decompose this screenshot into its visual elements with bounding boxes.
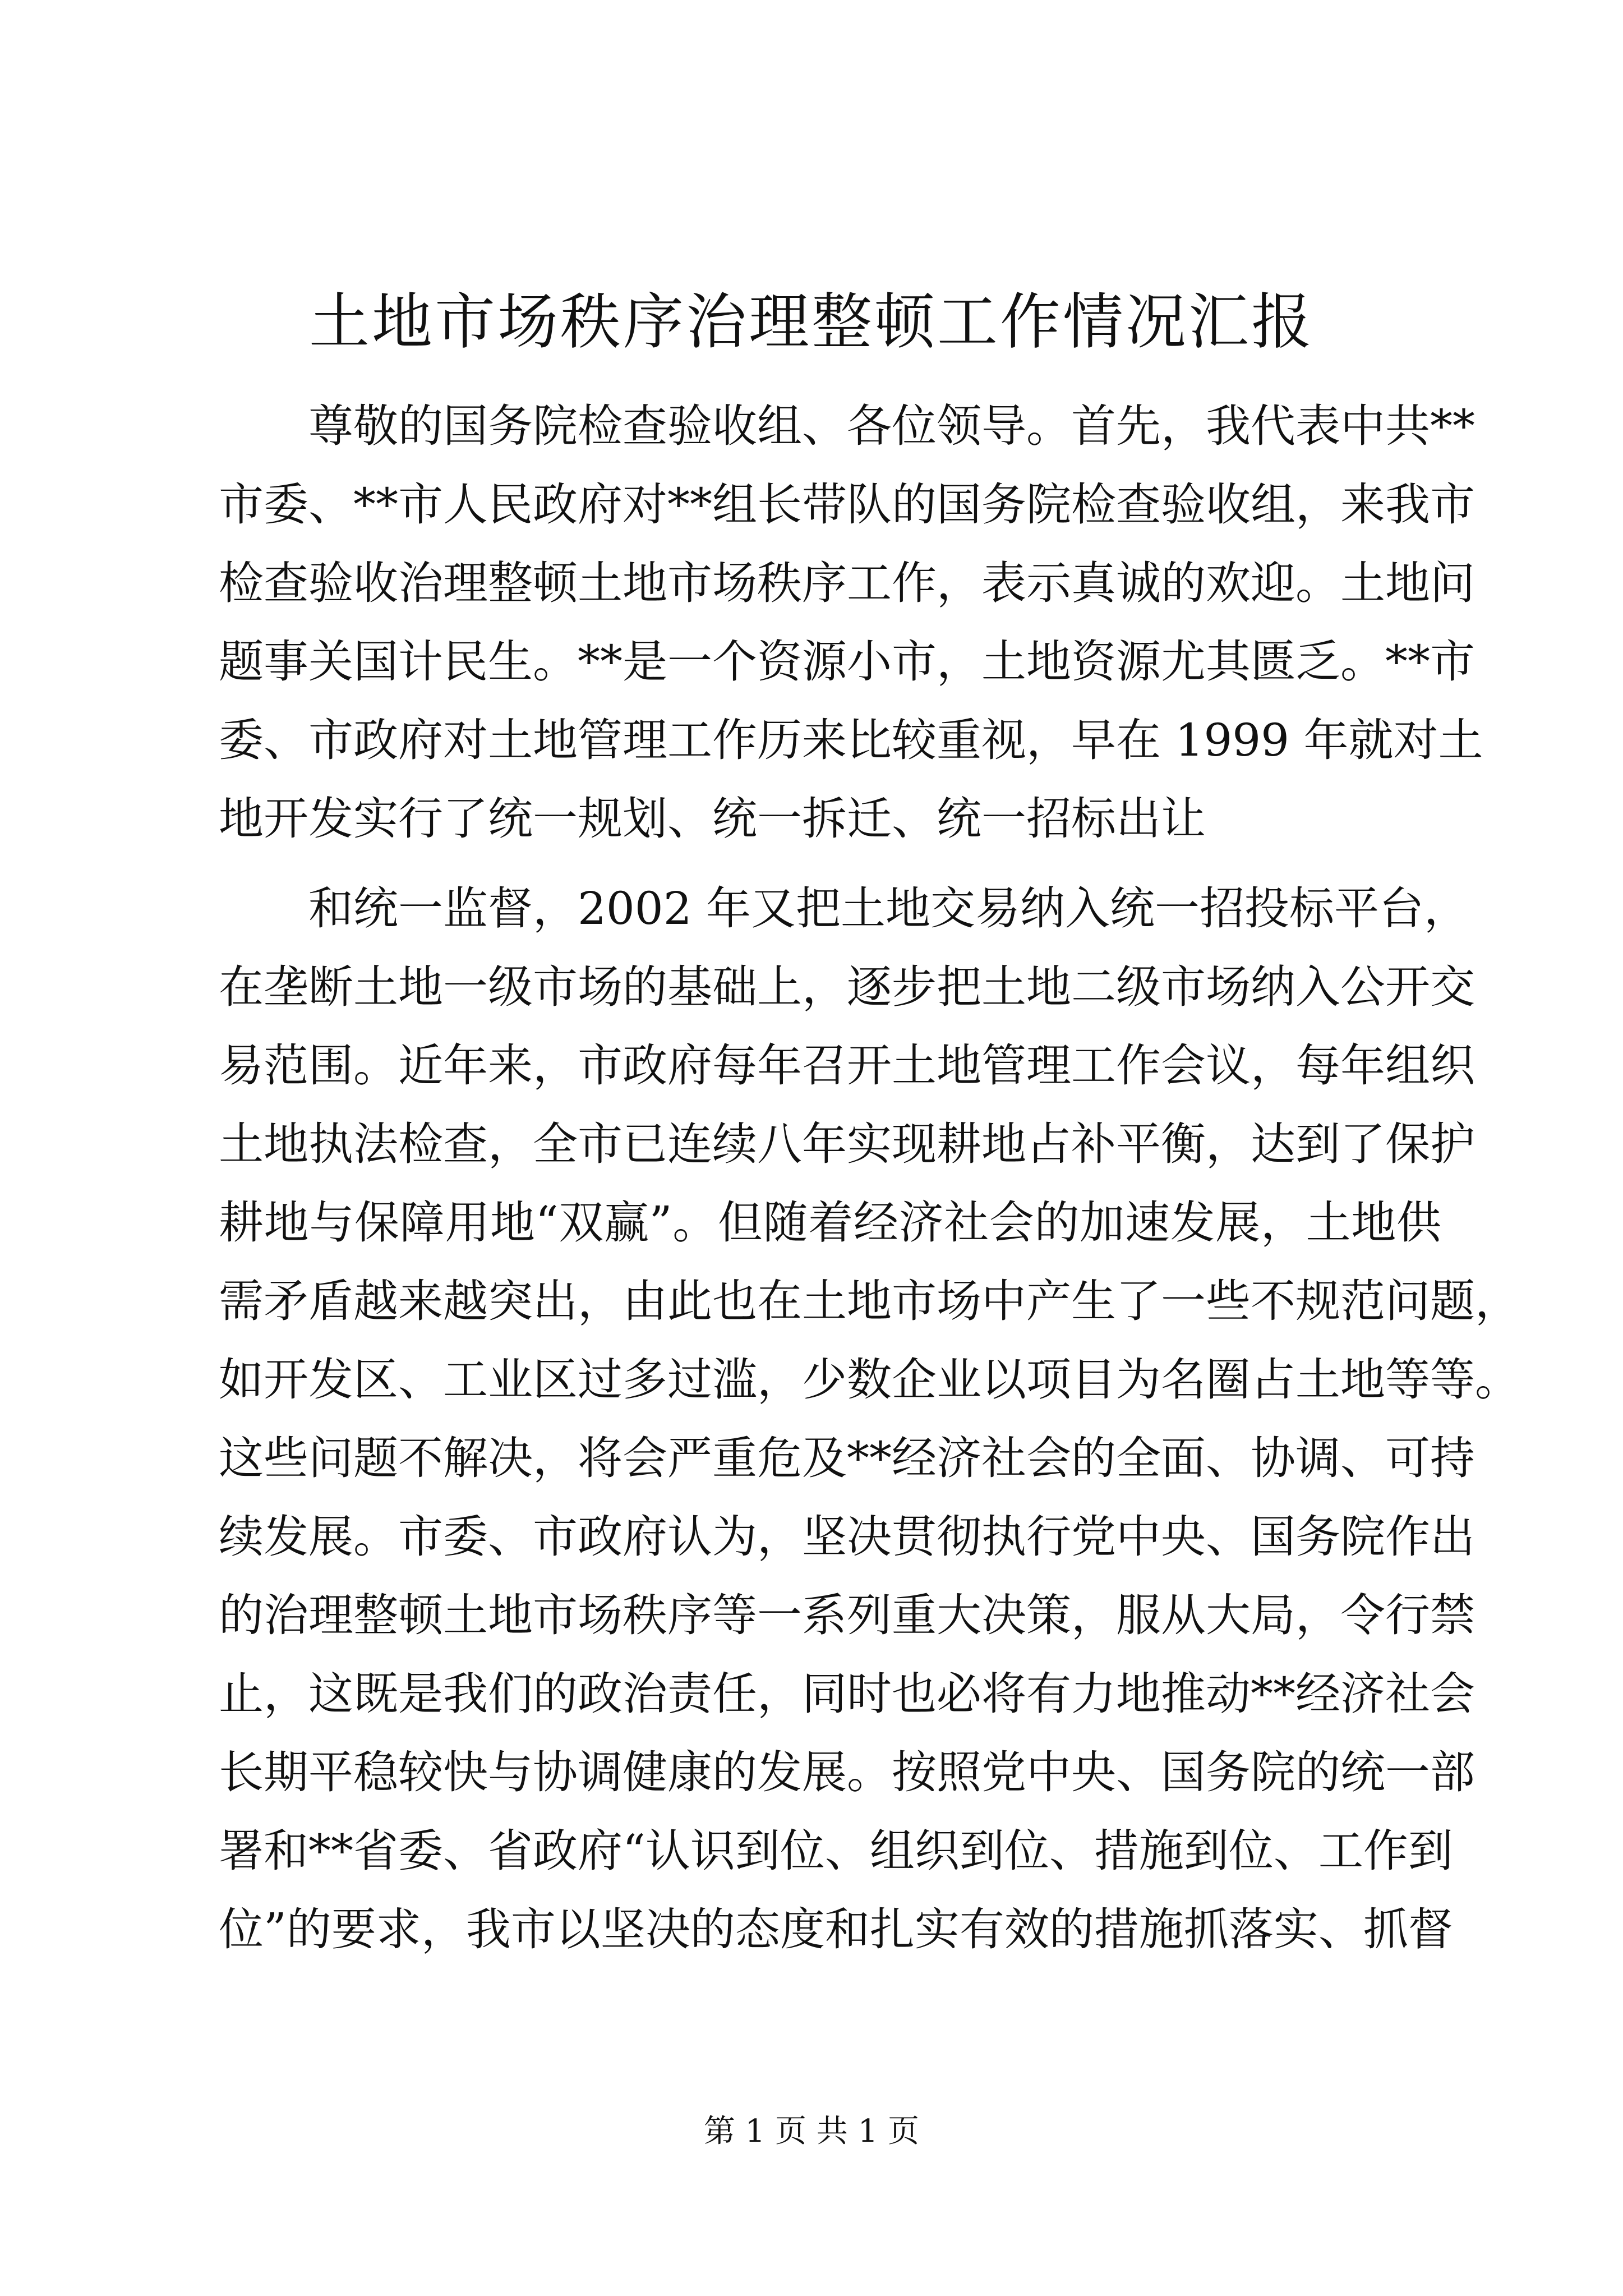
paragraph-line: 需矛盾越来越突出，由此也在土地市场中产生了一些不规范问题， — [219, 1275, 1520, 1327]
paragraph-line: 委、市政府对土地管理工作历来比较重视，早在 1999 年就对土 — [219, 714, 1483, 766]
paragraph-line: 这些问题不解决，将会严重危及**经济社会的全面、协调、可持 — [219, 1432, 1475, 1484]
paragraph-line: 续发展。市委、市政府认为，坚决贯彻执行党中央、国务院作出 — [219, 1511, 1475, 1563]
paragraph-line: 的治理整顿土地市场秩序等一系列重大决策，服从大局，令行禁 — [219, 1589, 1475, 1641]
paragraph-line: 和统一监督，2002 年又把土地交易纳入统一招投标平台， — [308, 882, 1469, 935]
document-title: 土地市场秩序治理整顿工作情况汇报 — [308, 287, 1314, 357]
paragraph-line: 止，这既是我们的政治责任，同时也必将有力地推动**经济社会 — [219, 1668, 1475, 1720]
paragraph-line: 署和**省委、省政府“认识到位、组织到位、措施到位、工作到 — [219, 1825, 1453, 1877]
paragraph-line: 耕地与保障用地“双赢”。但随着经济社会的加速发展，土地供 — [219, 1197, 1441, 1249]
paragraph-line: 地开发实行了统一规划、统一拆迁、统一招标出让 — [219, 793, 1206, 845]
paragraph-line: 易范围。近年来，市政府每年召开土地管理工作会议，每年组织 — [219, 1039, 1475, 1092]
paragraph-line: 土地执法检查，全市已连续八年实现耕地占补平衡，达到了保护 — [219, 1118, 1475, 1170]
paragraph-line: 题事关国计民生。**是一个资源小市，土地资源尤其匮乏。**市 — [219, 636, 1475, 688]
paragraph-line: 如开发区、工业区过多过滥，少数企业以项目为名圈占土地等等。 — [219, 1354, 1520, 1406]
paragraph-line: 长期平稳较快与协调健康的发展。按照党中央、国务院的统一部 — [219, 1746, 1475, 1798]
paragraph-line: 市委、**市人民政府对**组长带队的国务院检查验收组，来我市 — [219, 478, 1475, 531]
paragraph-line: 在垄断土地一级市场的基础上，逐步把土地二级市场纳入公开交 — [219, 961, 1475, 1013]
paragraph-line: 尊敬的国务院检查验收组、各位领导。首先，我代表中共** — [308, 400, 1475, 452]
page-footer: 第 1 页 共 1 页 — [703, 2113, 920, 2150]
paragraph-line: 位”的要求，我市以坚决的态度和扎实有效的措施抓落实、抓督 — [219, 1903, 1453, 1955]
paragraph-line: 检查验收治理整顿土地市场秩序工作，表示真诚的欢迎。土地问 — [219, 557, 1475, 609]
